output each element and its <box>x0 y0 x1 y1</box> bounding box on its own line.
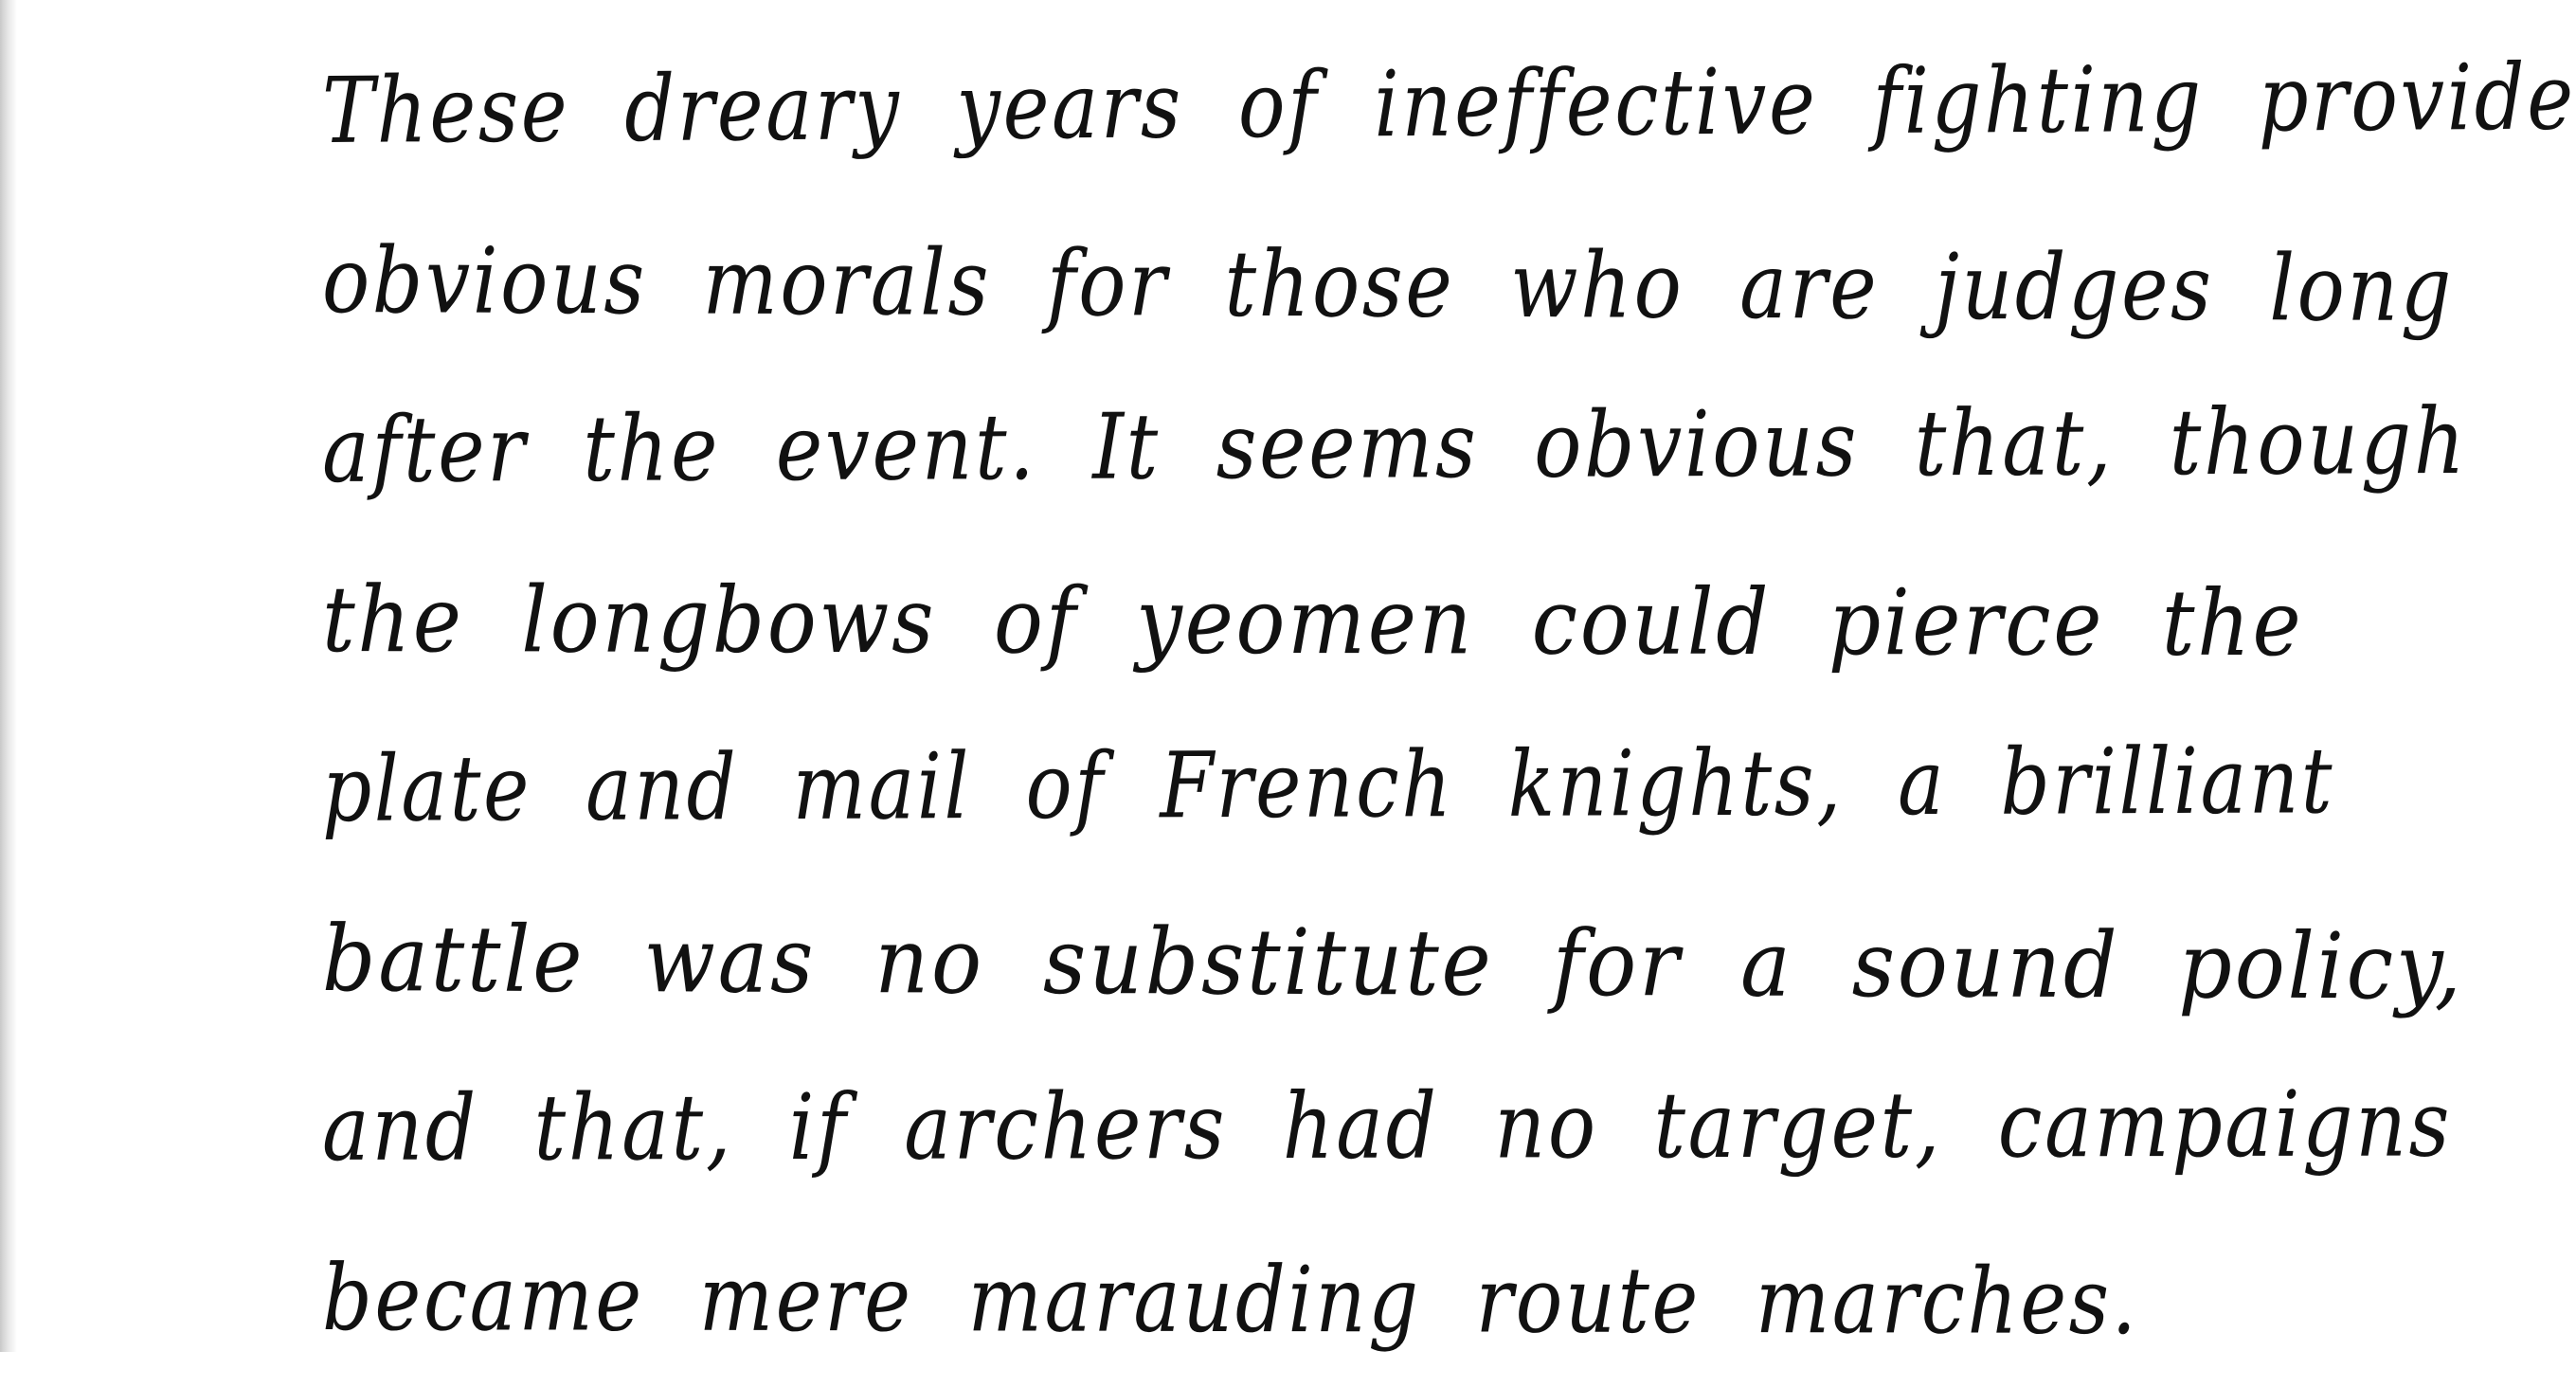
handwritten-line-5: plate and mail of French knights, a brilliant <box>321 728 2335 842</box>
scan-shadow-edge <box>0 0 17 1352</box>
handwritten-line-4: the longbows of yeomen could pierce the <box>321 567 2304 677</box>
handwritten-line-7: and that, if archers had no target, campaigns <box>321 1071 2453 1181</box>
handwritten-line-6: battle was no substitute for a sound policy, <box>321 906 2464 1020</box>
handwritten-line-2: obvious morals for those who are judges long <box>321 227 2455 343</box>
handwritten-text-block <box>321 27 2576 1383</box>
handwritten-line-8: became mere marauding route marches. <box>321 1245 2139 1355</box>
handwritten-line-1: These dreary years of ineffective fighting provide <box>321 44 2576 164</box>
handwritten-line-3: after the event. It seems obvious that, though <box>321 387 2468 503</box>
